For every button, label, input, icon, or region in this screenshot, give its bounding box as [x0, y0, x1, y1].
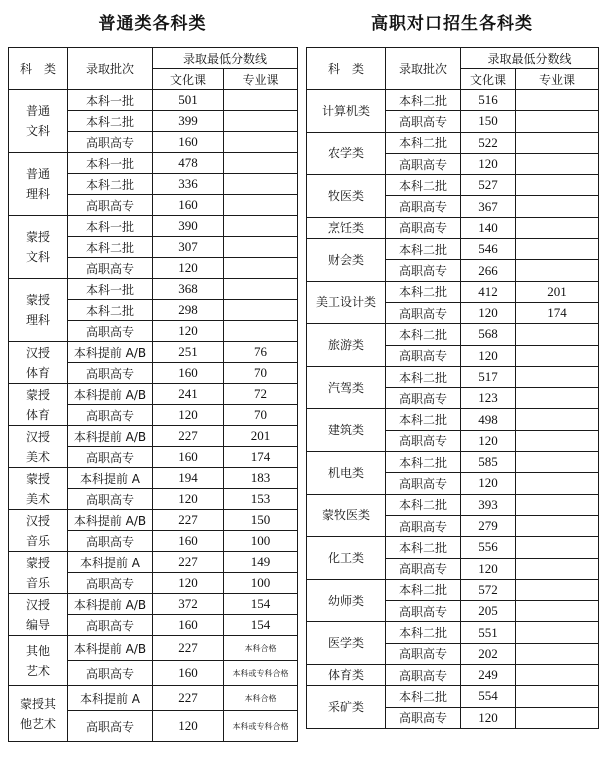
culture-score-cell: 546	[461, 239, 516, 260]
batch-cell: 高职高专	[386, 302, 461, 323]
header-culture: 文化课	[461, 69, 516, 90]
batch-cell: 本科提前 A/B	[68, 594, 153, 615]
major-score-cell	[516, 260, 599, 281]
header-category: 科 类	[307, 48, 386, 90]
major-score-cell: 72	[224, 384, 298, 405]
culture-score-cell: 298	[153, 300, 224, 321]
batch-cell: 高职高专	[68, 447, 153, 468]
major-score-cell	[516, 601, 599, 622]
batch-cell: 高职高专	[386, 345, 461, 366]
major-score-cell	[516, 473, 599, 494]
culture-score-cell: 120	[153, 573, 224, 594]
culture-score-cell: 227	[153, 552, 224, 573]
category-cell: 财会类	[307, 239, 386, 282]
culture-score-cell: 554	[461, 686, 516, 707]
batch-cell: 本科二批	[386, 324, 461, 345]
category-cell: 体育类	[307, 665, 386, 686]
table-header	[307, 48, 599, 90]
major-score-cell	[516, 90, 599, 111]
culture-score-cell: 227	[153, 686, 224, 711]
batch-cell: 高职高专	[386, 388, 461, 409]
batch-cell: 本科二批	[386, 409, 461, 430]
batch-cell: 本科二批	[386, 366, 461, 387]
batch-cell: 本科二批	[386, 175, 461, 196]
batch-cell: 高职高专	[68, 489, 153, 510]
table-row	[307, 175, 599, 196]
category-cell: 蒙授 理科	[9, 279, 68, 342]
culture-score-cell: 367	[461, 196, 516, 217]
major-score-cell: 本科合格	[224, 636, 298, 661]
batch-cell: 本科一批	[68, 216, 153, 237]
vocational-categories-table	[306, 47, 599, 729]
major-score-cell	[516, 345, 599, 366]
culture-score-cell: 251	[153, 342, 224, 363]
table-row	[9, 686, 298, 711]
major-score-cell: 149	[224, 552, 298, 573]
major-score-cell	[516, 366, 599, 387]
category-cell: 蒙授 文科	[9, 216, 68, 279]
culture-score-cell: 279	[461, 515, 516, 536]
batch-cell: 本科二批	[386, 452, 461, 473]
batch-cell: 本科一批	[68, 90, 153, 111]
batch-cell: 本科提前 A/B	[68, 510, 153, 531]
major-score-cell	[516, 686, 599, 707]
category-cell: 化工类	[307, 537, 386, 580]
culture-score-cell: 390	[153, 216, 224, 237]
major-score-cell	[224, 216, 298, 237]
major-score-cell: 201	[224, 426, 298, 447]
culture-score-cell: 194	[153, 468, 224, 489]
major-score-cell	[516, 430, 599, 451]
table-header	[9, 48, 298, 90]
major-score-cell	[516, 643, 599, 664]
major-score-cell	[516, 388, 599, 409]
table-row	[9, 279, 298, 300]
category-cell: 计算机类	[307, 90, 386, 133]
major-score-cell	[224, 321, 298, 342]
major-score-cell: 100	[224, 573, 298, 594]
culture-score-cell: 120	[461, 153, 516, 174]
major-score-cell: 70	[224, 405, 298, 426]
major-score-cell	[224, 258, 298, 279]
table-row	[307, 665, 599, 686]
major-score-cell	[224, 153, 298, 174]
major-score-cell: 本科合格	[224, 686, 298, 711]
category-cell: 蒙授 体育	[9, 384, 68, 426]
culture-score-cell: 585	[461, 452, 516, 473]
table-row	[307, 622, 599, 643]
right-table-title: 高职对口招生各科类	[371, 14, 533, 34]
category-cell: 医学类	[307, 622, 386, 665]
culture-score-cell: 527	[461, 175, 516, 196]
header-major: 专业课	[516, 69, 599, 90]
culture-score-cell: 120	[461, 707, 516, 728]
culture-score-cell: 205	[461, 601, 516, 622]
culture-score-cell: 556	[461, 537, 516, 558]
category-cell: 汉授 美术	[9, 426, 68, 468]
category-cell: 幼师类	[307, 579, 386, 622]
header-score-line: 录取最低分数线	[461, 48, 599, 69]
category-cell: 机电类	[307, 452, 386, 495]
batch-cell: 高职高专	[386, 558, 461, 579]
table-row	[9, 636, 298, 661]
culture-score-cell: 517	[461, 366, 516, 387]
major-score-cell: 76	[224, 342, 298, 363]
table-row	[9, 90, 298, 111]
major-score-cell	[516, 622, 599, 643]
major-score-cell	[224, 132, 298, 153]
table-row	[307, 366, 599, 387]
major-score-cell	[516, 409, 599, 430]
batch-cell: 高职高专	[68, 195, 153, 216]
batch-cell: 本科二批	[386, 90, 461, 111]
culture-score-cell: 568	[461, 324, 516, 345]
culture-score-cell: 120	[461, 345, 516, 366]
category-cell: 烹饪类	[307, 217, 386, 238]
batch-cell: 高职高专	[386, 707, 461, 728]
header-score-line: 录取最低分数线	[153, 48, 298, 69]
culture-score-cell: 160	[153, 531, 224, 552]
table-row	[307, 90, 599, 111]
batch-cell: 本科一批	[68, 153, 153, 174]
table-row	[307, 452, 599, 473]
batch-cell: 高职高专	[68, 405, 153, 426]
batch-cell: 本科提前 A	[68, 686, 153, 711]
header-category: 科 类	[9, 48, 68, 90]
culture-score-cell: 123	[461, 388, 516, 409]
culture-score-cell: 227	[153, 426, 224, 447]
batch-cell: 高职高专	[68, 258, 153, 279]
header-major: 专业课	[224, 69, 298, 90]
batch-cell: 高职高专	[386, 153, 461, 174]
batch-cell: 本科二批	[386, 132, 461, 153]
major-score-cell	[516, 111, 599, 132]
major-score-cell: 174	[516, 302, 599, 323]
batch-cell: 本科二批	[386, 281, 461, 302]
major-score-cell	[224, 111, 298, 132]
batch-cell: 高职高专	[68, 661, 153, 686]
culture-score-cell: 241	[153, 384, 224, 405]
table-row	[9, 342, 298, 363]
culture-score-cell: 227	[153, 636, 224, 661]
table-row	[307, 281, 599, 302]
vocational-categories-section	[306, 12, 598, 729]
major-score-cell	[516, 537, 599, 558]
header-batch: 录取批次	[386, 48, 461, 90]
major-score-cell	[516, 175, 599, 196]
culture-score-cell: 160	[153, 363, 224, 384]
batch-cell: 高职高专	[386, 515, 461, 536]
category-cell: 普通 理科	[9, 153, 68, 216]
batch-cell: 高职高专	[386, 111, 461, 132]
culture-score-cell: 498	[461, 409, 516, 430]
culture-score-cell: 120	[153, 321, 224, 342]
category-cell: 蒙授 音乐	[9, 552, 68, 594]
culture-score-cell: 336	[153, 174, 224, 195]
category-cell: 其他 艺术	[9, 636, 68, 686]
culture-score-cell: 120	[153, 711, 224, 742]
major-score-cell	[516, 452, 599, 473]
major-score-cell	[516, 558, 599, 579]
major-score-cell	[516, 324, 599, 345]
table-row	[307, 217, 599, 238]
culture-score-cell: 120	[461, 302, 516, 323]
major-score-cell	[516, 494, 599, 515]
culture-score-cell: 120	[461, 558, 516, 579]
culture-score-cell: 399	[153, 111, 224, 132]
culture-score-cell: 478	[153, 153, 224, 174]
major-score-cell	[516, 239, 599, 260]
major-score-cell: 201	[516, 281, 599, 302]
category-cell: 农学类	[307, 132, 386, 175]
culture-score-cell: 160	[153, 195, 224, 216]
culture-score-cell: 160	[153, 447, 224, 468]
major-score-cell	[516, 196, 599, 217]
batch-cell: 本科二批	[386, 686, 461, 707]
culture-score-cell: 501	[153, 90, 224, 111]
category-cell: 汉授 体育	[9, 342, 68, 384]
culture-score-cell: 393	[461, 494, 516, 515]
table-row	[9, 216, 298, 237]
category-cell: 汉授 编导	[9, 594, 68, 636]
major-score-cell	[516, 515, 599, 536]
category-cell: 蒙牧医类	[307, 494, 386, 537]
batch-cell: 本科提前 A/B	[68, 342, 153, 363]
batch-cell: 高职高专	[68, 531, 153, 552]
table-row	[9, 510, 298, 531]
batch-cell: 本科二批	[386, 537, 461, 558]
major-score-cell	[224, 174, 298, 195]
batch-cell: 高职高专	[68, 615, 153, 636]
batch-cell: 高职高专	[386, 473, 461, 494]
table-row	[307, 132, 599, 153]
culture-score-cell: 160	[153, 132, 224, 153]
culture-score-cell: 522	[461, 132, 516, 153]
culture-score-cell: 266	[461, 260, 516, 281]
category-cell: 普通 文科	[9, 90, 68, 153]
left-table-title: 普通类各科类	[98, 14, 207, 34]
batch-cell: 高职高专	[68, 573, 153, 594]
table-row	[307, 409, 599, 430]
category-cell: 牧医类	[307, 175, 386, 218]
batch-cell: 本科二批	[68, 174, 153, 195]
culture-score-cell: 120	[153, 405, 224, 426]
batch-cell: 本科提前 A/B	[68, 426, 153, 447]
batch-cell: 本科二批	[386, 494, 461, 515]
culture-score-cell: 120	[153, 489, 224, 510]
culture-score-cell: 160	[153, 615, 224, 636]
table-row	[307, 324, 599, 345]
major-score-cell: 154	[224, 615, 298, 636]
major-score-cell	[516, 217, 599, 238]
category-cell: 旅游类	[307, 324, 386, 367]
batch-cell: 高职高专	[386, 196, 461, 217]
culture-score-cell: 372	[153, 594, 224, 615]
major-score-cell	[224, 279, 298, 300]
regular-categories-table	[8, 47, 298, 742]
table-row	[307, 537, 599, 558]
header-batch: 录取批次	[68, 48, 153, 90]
regular-categories-section	[8, 12, 297, 742]
batch-cell: 本科一批	[68, 279, 153, 300]
header-row	[9, 48, 298, 69]
batch-cell: 本科提前 A/B	[68, 384, 153, 405]
table-row	[307, 579, 599, 600]
culture-score-cell: 120	[461, 430, 516, 451]
major-score-cell	[224, 195, 298, 216]
major-score-cell	[516, 579, 599, 600]
major-score-cell	[516, 665, 599, 686]
major-score-cell: 本科或专科合格	[224, 661, 298, 686]
batch-cell: 高职高专	[386, 430, 461, 451]
batch-cell: 高职高专	[68, 321, 153, 342]
category-cell: 蒙授 美术	[9, 468, 68, 510]
batch-cell: 高职高专	[386, 665, 461, 686]
major-score-cell	[516, 707, 599, 728]
culture-score-cell: 368	[153, 279, 224, 300]
category-cell: 汽驾类	[307, 366, 386, 409]
table-row	[9, 153, 298, 174]
culture-score-cell: 120	[461, 473, 516, 494]
header-culture: 文化课	[153, 69, 224, 90]
major-score-cell: 150	[224, 510, 298, 531]
culture-score-cell: 150	[461, 111, 516, 132]
culture-score-cell: 120	[153, 258, 224, 279]
batch-cell: 本科二批	[68, 300, 153, 321]
batch-cell: 本科二批	[68, 111, 153, 132]
major-score-cell: 153	[224, 489, 298, 510]
major-score-cell: 70	[224, 363, 298, 384]
major-score-cell: 154	[224, 594, 298, 615]
major-score-cell: 本科或专科合格	[224, 711, 298, 742]
table-row	[9, 468, 298, 489]
header-row	[307, 48, 599, 69]
batch-cell: 高职高专	[68, 711, 153, 742]
culture-score-cell: 160	[153, 661, 224, 686]
culture-score-cell: 140	[461, 217, 516, 238]
category-cell: 美工设计类	[307, 281, 386, 324]
batch-cell: 本科二批	[386, 579, 461, 600]
culture-score-cell: 249	[461, 665, 516, 686]
batch-cell: 高职高专	[386, 217, 461, 238]
culture-score-cell: 412	[461, 281, 516, 302]
batch-cell: 本科提前 A/B	[68, 636, 153, 661]
table-row	[307, 686, 599, 707]
major-score-cell: 174	[224, 447, 298, 468]
batch-cell: 本科二批	[68, 237, 153, 258]
major-score-cell	[224, 300, 298, 321]
major-score-cell	[224, 237, 298, 258]
table-row	[9, 426, 298, 447]
batch-cell: 高职高专	[386, 601, 461, 622]
category-cell: 汉授 音乐	[9, 510, 68, 552]
culture-score-cell: 516	[461, 90, 516, 111]
category-cell: 建筑类	[307, 409, 386, 452]
table-row	[9, 594, 298, 615]
culture-score-cell: 307	[153, 237, 224, 258]
table-row	[9, 384, 298, 405]
batch-cell: 高职高专	[68, 363, 153, 384]
table-row	[307, 494, 599, 515]
category-cell: 采矿类	[307, 686, 386, 729]
culture-score-cell: 227	[153, 510, 224, 531]
major-score-cell: 183	[224, 468, 298, 489]
batch-cell: 高职高专	[68, 132, 153, 153]
batch-cell: 本科提前 A	[68, 552, 153, 573]
culture-score-cell: 551	[461, 622, 516, 643]
batch-cell: 高职高专	[386, 260, 461, 281]
table-row	[9, 552, 298, 573]
major-score-cell	[516, 153, 599, 174]
major-score-cell	[516, 132, 599, 153]
major-score-cell: 100	[224, 531, 298, 552]
culture-score-cell: 572	[461, 579, 516, 600]
major-score-cell	[224, 90, 298, 111]
category-cell: 蒙授其 他艺术	[9, 686, 68, 742]
culture-score-cell: 202	[461, 643, 516, 664]
batch-cell: 本科二批	[386, 622, 461, 643]
batch-cell: 本科二批	[386, 239, 461, 260]
table-row	[307, 239, 599, 260]
batch-cell: 本科提前 A	[68, 468, 153, 489]
batch-cell: 高职高专	[386, 643, 461, 664]
